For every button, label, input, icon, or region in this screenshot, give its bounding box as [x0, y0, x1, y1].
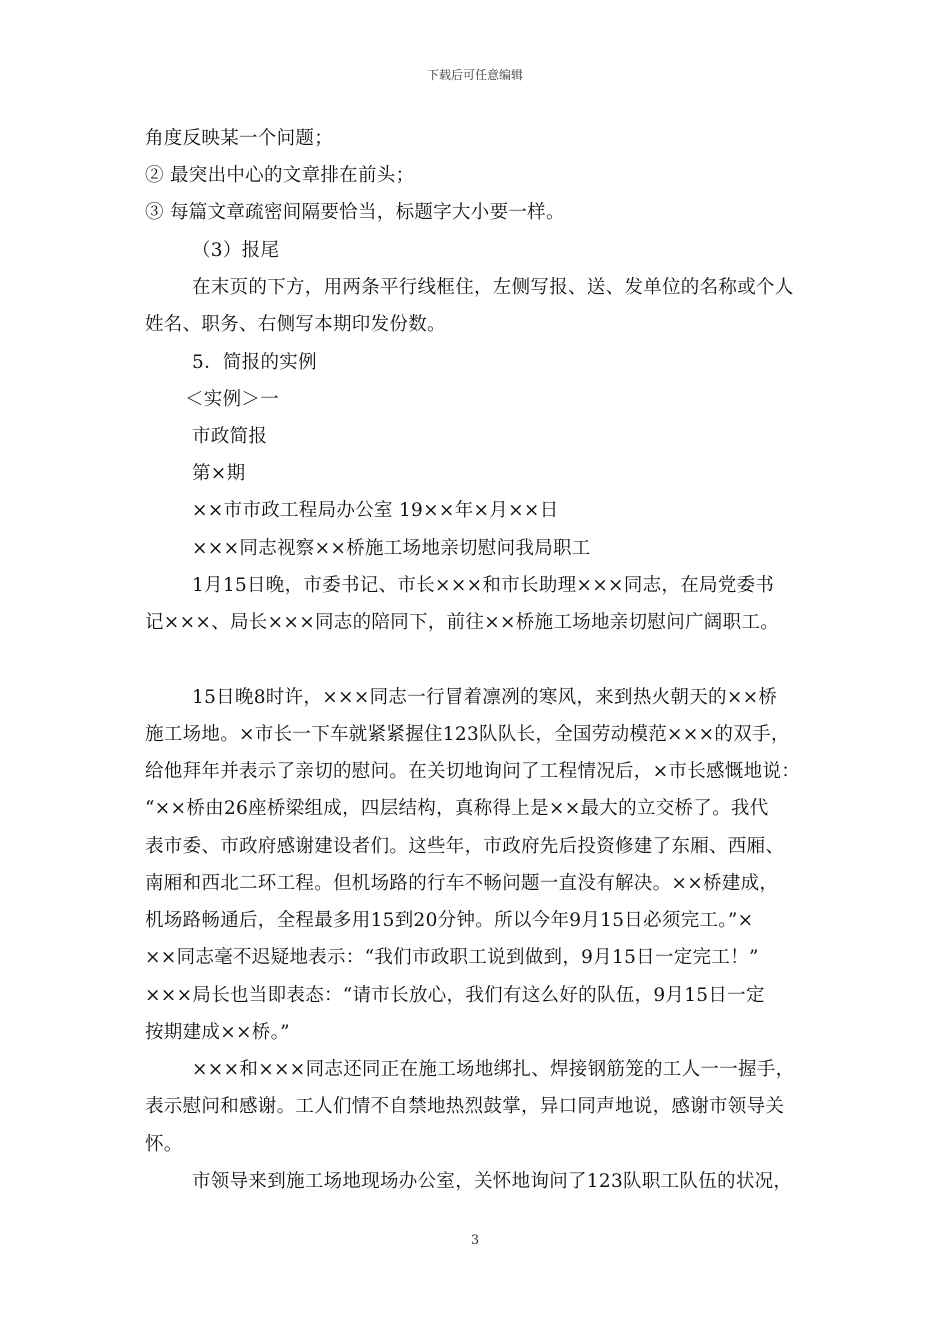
body-line: 第×期 [192, 463, 246, 484]
body-line: 5．简报的实例 [192, 352, 317, 373]
body-line: 表示慰问和感谢。工人们情不自禁地热烈鼓掌，异口同声地说，感谢市领导关 [145, 1096, 785, 1117]
body-line: ××同志毫不迟疑地表示：“我们市政职工说到做到，9月15日一定完工！” [145, 947, 759, 968]
body-line: ③ 每篇文章疏密间隔要恰当，标题字大小要一样。 [145, 202, 565, 223]
body-line: 表市委、市政府感谢建设者们。这些年，市政府先后投资修建了东厢、西厢、 [145, 836, 785, 857]
body-line: 角度反映某一个问题； [145, 128, 334, 149]
body-line: “××桥由26座桥梁组成，四层结构，真称得上是××最大的立交桥了。我代 [145, 798, 769, 819]
page-number: 3 [470, 1233, 480, 1248]
body-line: ×××同志视察××桥施工场地亲切慰问我局职工 [192, 538, 591, 559]
body-line: ② 最突出中心的文章排在前头； [145, 165, 415, 186]
body-line: 南厢和西北二环工程。但机场路的行车不畅问题一直没有解决。××桥建成， [145, 873, 779, 894]
body-line: ×××局长也当即表态：“请市长放心，我们有这么好的队伍，9月15日一定 [145, 985, 765, 1006]
body-line: 姓名、职务、右侧写本期印发份数。 [145, 314, 446, 335]
body-line: 记×××、局长×××同志的陪同下，前往××桥施工场地亲切慰问广阔职工。 [145, 612, 780, 633]
body-line: ＜实例＞一 [185, 389, 280, 410]
body-line: （3）报尾 [192, 240, 280, 261]
body-line: 机场路畅通后，全程最多用15到20分钟。所以今年9月15日必须完工。”× [145, 910, 754, 931]
body-line: 市政简报 [192, 426, 268, 447]
body-line: 1月15日晚，市委书记、市长×××和市长助理×××同志，在局党委书 [192, 575, 775, 596]
body-line: ××市市政工程局办公室 19××年×月××日 [192, 500, 559, 521]
body-line: 怀。 [145, 1134, 183, 1155]
body-line: 按期建成××桥。” [145, 1022, 290, 1043]
body-line: 15日晚8时许，×××同志一行冒着凛冽的寒风，来到热火朝天的××桥 [192, 687, 778, 708]
page-header: 下载后可任意编辑 [426, 68, 523, 82]
body-line: 施工场地。×市长一下车就紧紧握住123队队长，全国劳动模范×××的双手， [145, 724, 790, 745]
body-line: ×××和×××同志还同正在施工场地绑扎、焊接钢筋笼的工人一一握手， [192, 1059, 795, 1080]
body-line: 在末页的下方，用两条平行线框住，左侧写报、送、发单位的名称或个人 [192, 277, 794, 298]
body-line: 给他拜年并表示了亲切的慰问。在关切地询问了工程情况后，×市长感慨地说： [145, 761, 801, 782]
body-line: 市领导来到施工场地现场办公室，关怀地询问了123队职工队伍的状况， [192, 1171, 793, 1192]
